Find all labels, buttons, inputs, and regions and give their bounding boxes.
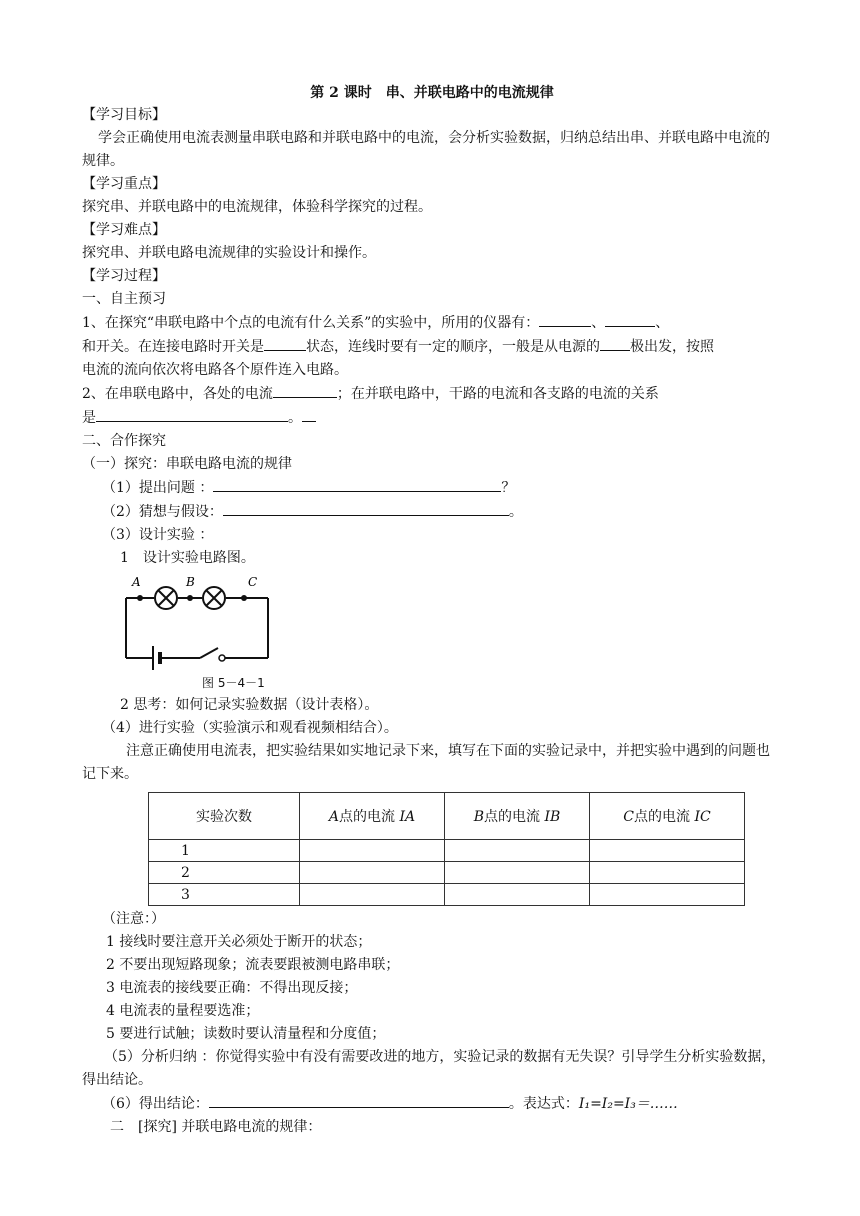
preview-q2-b: ；在并联电路中，干路的电流和各支路的电流的关系 [336,386,659,402]
table-cell[interactable] [300,840,445,862]
page-title: 第 2 课时 串、并联电路中的电流规律 [310,85,554,101]
preview-q2-end: 。 [288,410,302,426]
blank-pole[interactable] [600,335,630,351]
note-item: 4 电流表的量程要选准； [106,1003,260,1019]
preview-q2-line2 [82,406,782,430]
explore-sub1: （一）探究：串联电路电流的规律 [82,456,292,472]
preview-q1-sep2: 、 [655,315,670,331]
table-header-cell: B点的电流 IB [445,793,590,840]
table-cell[interactable] [300,862,445,884]
document-page [82,78,782,1139]
table-header-cell: C点的电流 IC [590,793,745,840]
blank-instrument-1[interactable] [539,311,591,327]
preview-q1-b3: 极出发，按照 [630,339,714,355]
blank-switch-state[interactable] [264,335,306,351]
table-row [149,840,745,862]
junction-a-dot [137,595,143,601]
label-c: C [248,575,258,589]
explore-heading: 二、合作探究 [82,433,166,449]
lamp-1-icon [155,587,177,609]
note-item: 3 电流表的接线要正确：不得出现反接； [106,980,358,996]
blank-parallel-relation[interactable] [96,406,288,422]
blank-question[interactable] [213,476,501,492]
difficulty-heading: 【学习难点】 [82,222,166,238]
formula-expression: I₁=I₂=I₃＝…… [578,1096,678,1112]
table-header-cell: A点的电流 IA [300,793,445,840]
step2-end: 。 [508,504,523,520]
blank-instrument-2[interactable] [605,311,655,327]
record-table [148,792,745,906]
table-header-cell: 实验次数 [149,793,300,840]
circuit-caption: 图 5－4－1 [202,676,265,690]
step6-line [82,1092,782,1116]
table-header-row [149,793,745,840]
note-item: 2 不要出现短路现象；流表要跟被测电路串联； [106,957,400,973]
junction-b-dot [187,595,193,601]
preview-q1-b2: 状态，连线时要有一定的顺序，一般是从电源的 [306,339,600,355]
note-item: 5 要进行试触；读数时要认清量程和分度值； [106,1026,386,1042]
preview-q2-c: 是 [82,410,96,426]
lamp-2-icon [203,587,225,609]
table-cell[interactable] [445,862,590,884]
preview-q1-line2 [82,335,782,359]
blank-conclusion[interactable] [209,1092,509,1108]
difficulty-text: 探究串、并联电路电流规律的实验设计和操作。 [82,245,376,261]
goal-heading: 【学习目标】 [82,107,166,123]
step1-line [82,476,782,500]
step4-text: 注意正确使用电流表，把实验结果如实地记录下来，填写在下面的实验记录中，并把实验中遇到的问题也记下来。 [82,743,770,782]
table-cell[interactable] [445,884,590,906]
step6-label: （6）得出结论： [102,1096,209,1112]
step3-2-line: 2 思考：如何记录实验数据（设计表格）。 [120,697,379,713]
preview-q1-a: 1、在探究“串联电路中个点的电流有什么关系”的实验中，所用的仪器有： [82,315,540,331]
parallel-heading: 二 [探究] 并联电路电流的规律： [110,1119,322,1135]
step2-label: （2）猜想与假设： [102,504,223,520]
switch-icon [200,648,225,661]
battery-icon [153,646,160,670]
notes-heading: （注意：） [102,911,165,927]
table-cell-trial: 1 [149,840,300,862]
table-cell[interactable] [590,884,745,906]
goal-text: 学会正确使用电流表测量串联电路和并联电路中的电流，会分析实验数据，归纳总结出串、并联电路中电流的规律。 [82,130,770,169]
step3-1-line: 1 设计实验电路图。 [120,550,255,566]
table-cell[interactable] [300,884,445,906]
preview-q1-sep1: 、 [591,315,606,331]
step1-end: ？ [501,480,516,496]
preview-q1-line1 [82,311,782,335]
blank-hypothesis[interactable] [223,500,509,516]
circuit-diagram [118,574,278,694]
process-heading: 【学习过程】 [82,268,166,284]
key-text: 探究串、并联电路中的电流规律，体验科学探究的过程。 [82,199,432,215]
preview-q1-line3: 电流的流向依次将电路各个原件连入电路。 [82,362,348,378]
circuit-svg [118,574,278,674]
table-row [149,884,745,906]
label-b: B [186,575,195,589]
preview-q2-line1 [82,382,782,406]
note-item: 1 接线时要注意开关必须处于断开的状态； [106,934,372,950]
table-cell[interactable] [590,862,745,884]
preview-heading: 一、自主预习 [82,291,166,307]
table-cell[interactable] [445,840,590,862]
preview-q1-b1: 和开关。在连接电路时开关是 [82,339,264,355]
key-heading: 【学习重点】 [82,176,166,192]
table-cell[interactable] [590,840,745,862]
table-row [149,862,745,884]
junction-c-dot [241,595,247,601]
step4-line: （4）进行实验（实验演示和观看视频相结合）。 [102,720,398,736]
label-a: A [132,575,141,589]
blank-series-current[interactable] [273,382,337,398]
preview-q2-a: 2、在串联电路中，各处的电流 [82,386,273,402]
step5-text: （5）分析归纳 ：你觉得实验中有没有需要改进的地方，实验记录的数据有无失误？引导学生分析实验数据，得出结论。 [82,1049,776,1088]
step3-line: （3）设计实验 ： [102,527,214,543]
step2-line [82,500,782,524]
step6-mid: 。表达式： [508,1096,579,1112]
step1-label: （1）提出问题 ： [102,480,214,496]
table-cell-trial: 2 [149,862,300,884]
blank-tail [302,406,316,422]
table-cell-trial: 3 [149,884,300,906]
